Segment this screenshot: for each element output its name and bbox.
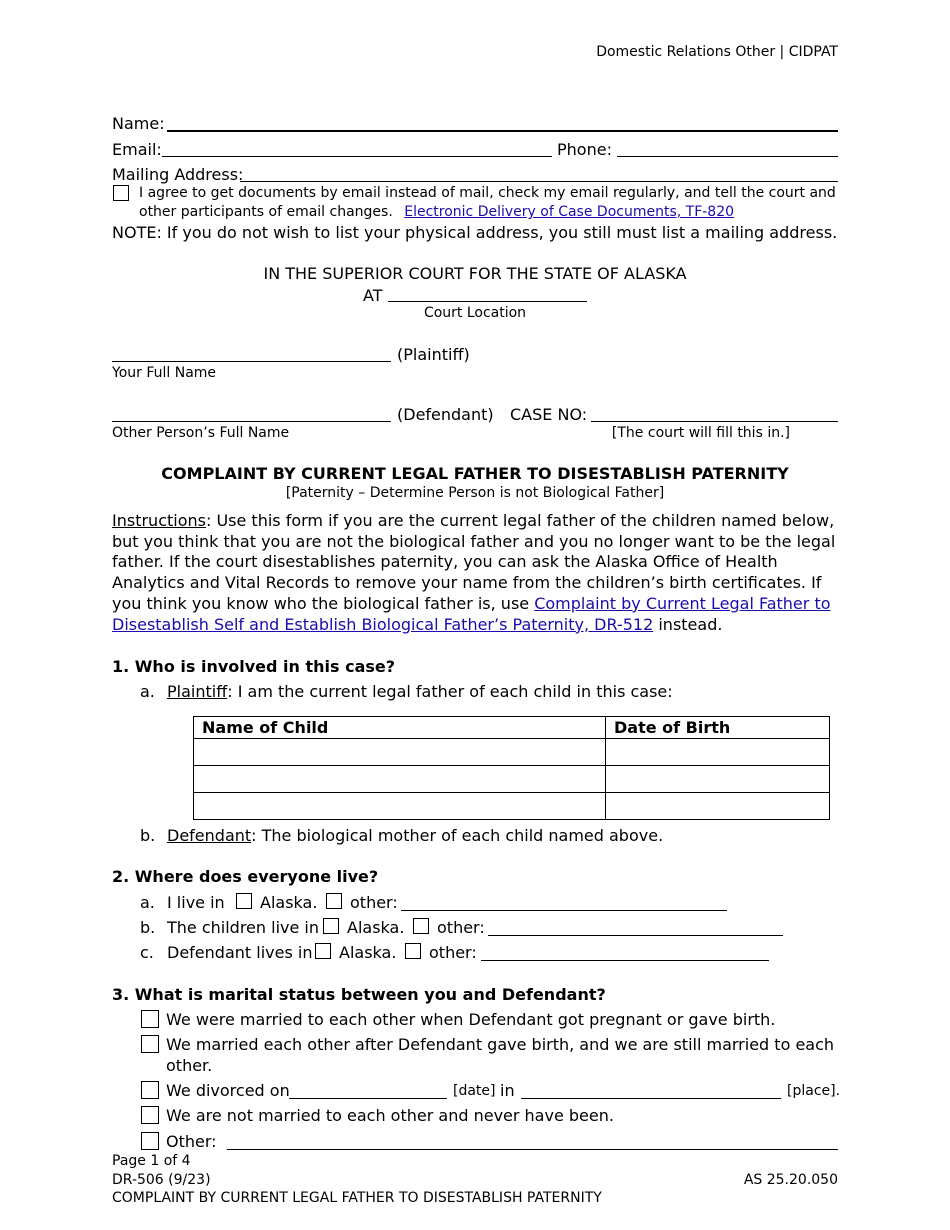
married-after-birth-label: We married each other after Defendant gave birth, and we are still married to each xyxy=(166,1035,835,1054)
children-live-alaska-checkbox[interactable] xyxy=(323,918,339,934)
other-status-label: Other: xyxy=(166,1132,217,1151)
table-row xyxy=(194,793,830,820)
other-option-label: other: xyxy=(429,943,477,962)
divorced-checkbox[interactable] xyxy=(141,1081,159,1099)
i-live-other-field[interactable] xyxy=(401,910,727,911)
child-dob-cell[interactable] xyxy=(606,766,830,793)
alaska-option-label: Alaska. xyxy=(347,918,405,937)
court-location-caption: Court Location xyxy=(423,305,527,321)
i-live-other-checkbox[interactable] xyxy=(326,893,342,909)
table-header-date-of-birth: Date of Birth xyxy=(606,717,830,739)
defendant-statement: : The biological mother of each child named above. xyxy=(251,826,664,845)
section-1-heading: 1. Who is involved in this case? xyxy=(112,657,396,676)
case-no-field[interactable] xyxy=(591,421,838,422)
alaska-option-label: Alaska. xyxy=(260,893,318,912)
alaska-option-label: Alaska. xyxy=(339,943,397,962)
instructions-paragraph xyxy=(112,511,842,635)
instructions-text: : Use this form if you are the current legal father of the children named below, but you think that you are not the biological father and you no longer want to be the legal father. If the court disestablishes paternity, you can ask the Alaska Office of Health Analytics and Vital Records to remove your name from the children’s birth certificates. If you think you know who the biological father is, use xyxy=(112,511,836,613)
defendant-role: (Defendant) xyxy=(397,405,494,424)
case-no-caption: [The court will fill this in.] xyxy=(611,425,790,441)
child-dob-cell[interactable] xyxy=(606,739,830,766)
table-header-child-name: Name of Child xyxy=(194,717,606,739)
never-married-checkbox[interactable] xyxy=(141,1106,159,1124)
defendant-label: Defendant xyxy=(167,826,252,845)
email-label: Email: xyxy=(112,140,162,159)
table-row xyxy=(194,739,830,766)
never-married-label: We are not married to each other and never have been. xyxy=(166,1106,614,1125)
footer-title: COMPLAINT BY CURRENT LEGAL FATHER TO DISESTABLISH PATERNITY xyxy=(112,1190,602,1206)
other-status-checkbox[interactable] xyxy=(141,1132,159,1150)
case-type-header: Domestic Relations Other | CIDPAT xyxy=(596,44,838,60)
section-1b-marker: b. xyxy=(140,826,156,845)
married-after-birth-checkbox[interactable] xyxy=(141,1035,159,1053)
child-dob-cell[interactable] xyxy=(606,793,830,820)
address-note: NOTE: If you do not wish to list your physical address, you still must list a mailing address. xyxy=(112,223,838,242)
married-at-birth-label: We were married to each other when Defendant got pregnant or gave birth. xyxy=(166,1010,776,1029)
section-2a-marker: a. xyxy=(140,893,155,912)
statute-reference: AS 25.20.050 xyxy=(743,1172,838,1188)
section-3-heading: 3. What is marital status between you and Defendant? xyxy=(112,985,606,1004)
form-number: DR-506 (9/23) xyxy=(112,1172,211,1188)
section-2-heading: 2. Where does everyone live? xyxy=(112,867,379,886)
divorce-in-label: in xyxy=(500,1081,515,1100)
plaintiff-label: Plaintiff xyxy=(167,682,228,701)
children-live-other-checkbox[interactable] xyxy=(413,918,429,934)
defendant-lives-in-label: Defendant lives in xyxy=(167,943,313,962)
name-label: Name: xyxy=(112,114,165,133)
phone-field[interactable] xyxy=(617,156,838,157)
section-2b-marker: b. xyxy=(140,918,156,937)
phone-label: Phone: xyxy=(557,140,612,159)
name-field[interactable] xyxy=(167,130,838,132)
email-field[interactable] xyxy=(162,156,552,157)
other-option-label: other: xyxy=(437,918,485,937)
plaintiff-statement: : I am the current legal father of each child in this case: xyxy=(227,682,673,701)
child-name-cell[interactable] xyxy=(194,739,606,766)
child-name-cell[interactable] xyxy=(194,793,606,820)
court-location-field[interactable] xyxy=(388,301,587,302)
plaintiff-name-field[interactable] xyxy=(112,361,391,362)
mailing-address-label: Mailing Address: xyxy=(112,165,244,184)
instructions-label: Instructions xyxy=(112,511,206,530)
children-table xyxy=(193,716,830,820)
email-consent-text: I agree to get documents by email instead of mail, check my email regularly, and tell the court and xyxy=(139,185,836,201)
i-live-in-label: I live in xyxy=(167,893,225,912)
defendant-lives-other-field[interactable] xyxy=(481,960,769,961)
document-title: COMPLAINT BY CURRENT LEGAL FATHER TO DISESTABLISH PATERNITY xyxy=(161,464,789,483)
dr-512-link[interactable]: Complaint by Current Legal Father to Disestablish Self and Establish Biological Father’s Paternity, DR-512 xyxy=(112,593,831,634)
divorce-date-field[interactable] xyxy=(289,1098,447,1099)
divorce-place-caption: [place]. xyxy=(787,1083,841,1099)
married-at-birth-checkbox[interactable] xyxy=(141,1010,159,1028)
divorce-place-field[interactable] xyxy=(521,1098,781,1099)
section-2c-marker: c. xyxy=(140,943,154,962)
section-1a-marker: a. xyxy=(140,682,155,701)
electronic-delivery-link[interactable]: Electronic Delivery of Case Documents, TF-820 xyxy=(404,204,735,220)
plaintiff-caption: Your Full Name xyxy=(112,365,217,381)
plaintiff-role: (Plaintiff) xyxy=(397,345,470,364)
defendant-name-field[interactable] xyxy=(112,421,391,422)
document-subtitle: [Paternity – Determine Person is not Biological Father] xyxy=(285,485,665,501)
court-at-label: AT xyxy=(363,286,383,305)
child-name-cell[interactable] xyxy=(194,766,606,793)
court-title: IN THE SUPERIOR COURT FOR THE STATE OF ALASKA xyxy=(263,264,687,283)
page-number: Page 1 of 4 xyxy=(112,1153,191,1169)
other-option-label: other: xyxy=(350,893,398,912)
children-live-in-label: The children live in xyxy=(167,918,319,937)
married-after-birth-label-cont: other. xyxy=(166,1056,213,1075)
defendant-lives-alaska-checkbox[interactable] xyxy=(315,943,331,959)
defendant-lives-other-checkbox[interactable] xyxy=(405,943,421,959)
children-live-other-field[interactable] xyxy=(488,935,783,936)
case-no-label: CASE NO: xyxy=(510,405,588,424)
mailing-address-field[interactable] xyxy=(240,181,838,182)
i-live-alaska-checkbox[interactable] xyxy=(236,893,252,909)
table-row xyxy=(194,766,830,793)
defendant-caption: Other Person’s Full Name xyxy=(112,425,290,441)
email-consent-checkbox[interactable] xyxy=(113,185,129,201)
instructions-tail: instead. xyxy=(653,614,723,634)
divorced-on-label: We divorced on xyxy=(166,1081,290,1100)
divorce-date-caption: [date] xyxy=(453,1083,496,1099)
other-status-field[interactable] xyxy=(227,1149,838,1150)
email-consent-text-2: other participants of email changes. xyxy=(139,204,393,220)
